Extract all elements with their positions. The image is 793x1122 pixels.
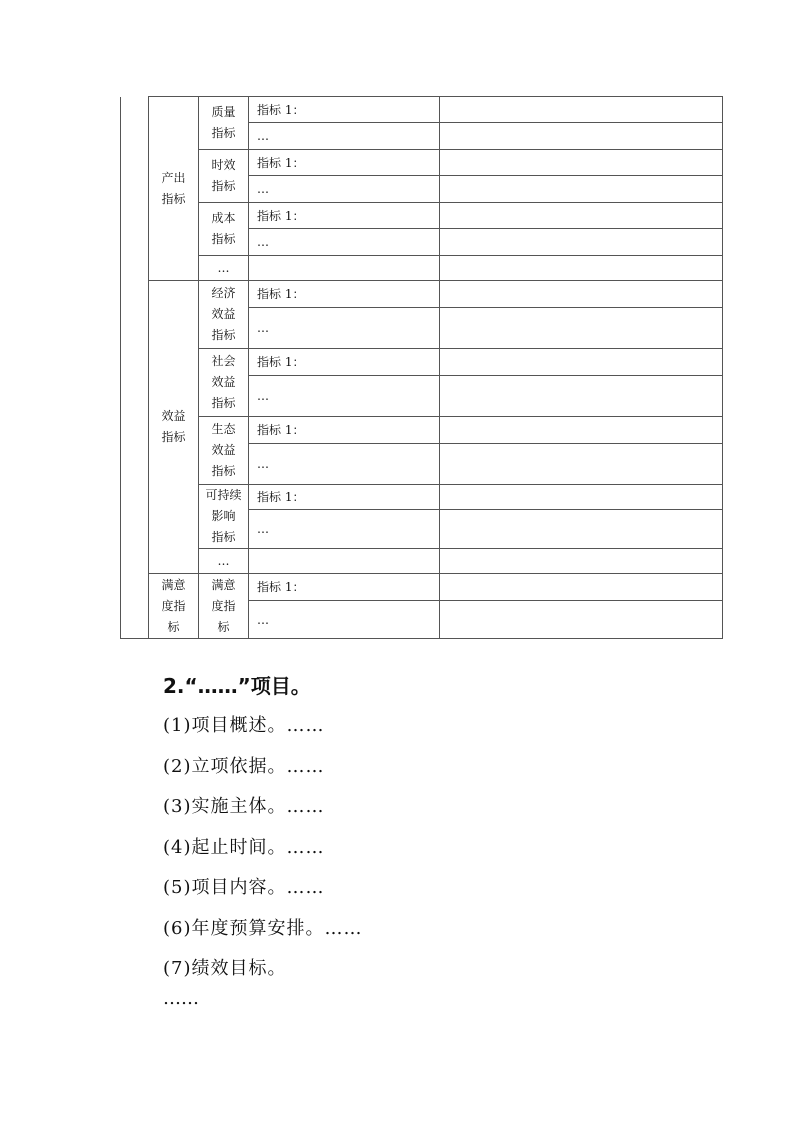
value-cell — [440, 349, 723, 376]
indicator-cell: … — [249, 176, 440, 203]
value-cell — [440, 510, 723, 549]
value-cell — [440, 123, 723, 150]
value-cell — [440, 485, 723, 510]
list-item: (7)绩效目标。 — [163, 958, 287, 979]
value-cell — [440, 97, 723, 123]
performance-indicator-table — [120, 96, 723, 639]
list-item: (2)立项依据。…… — [163, 755, 325, 777]
value-cell — [440, 574, 723, 601]
sub-quality: 质量 指标 — [199, 97, 249, 150]
sub-timeliness: 时效 指标 — [199, 150, 249, 203]
indicator-cell: 指标 1： — [249, 97, 440, 123]
section-heading: 2.“……”项目。 — [163, 674, 311, 698]
value-cell — [440, 281, 723, 308]
value-cell — [440, 417, 723, 444]
list-item: (1)项目概述。…… — [163, 715, 325, 736]
value-cell — [440, 176, 723, 203]
value-cell — [440, 376, 723, 417]
section-item-list — [163, 706, 363, 990]
indicator-cell: 指标 1： — [249, 150, 440, 176]
sub-social: 社会 效益 指标 — [199, 349, 249, 417]
list-item: (6)年度预算安排。…… — [163, 917, 363, 939]
indicator-cell: 指标 1： — [249, 417, 440, 444]
value-cell — [440, 549, 723, 574]
indicator-cell: … — [249, 510, 440, 549]
value-cell — [440, 150, 723, 176]
sub-more: … — [199, 549, 249, 574]
indicator-cell: … — [249, 376, 440, 417]
value-cell — [440, 203, 723, 229]
sub-more: … — [199, 256, 249, 281]
sub-satisfaction: 满意 度指 标 — [199, 574, 249, 639]
value-cell — [440, 256, 723, 281]
sub-ecological: 生态 效益 指标 — [199, 417, 249, 485]
indicator-cell: 指标 1： — [249, 203, 440, 229]
indicator-cell: … — [249, 444, 440, 485]
value-cell — [440, 444, 723, 485]
indicator-cell — [249, 549, 440, 574]
list-item: (4)起止时间。…… — [163, 836, 325, 858]
indicator-cell: 指标 1： — [249, 349, 440, 376]
outer-column — [121, 97, 149, 639]
sub-cost: 成本 指标 — [199, 203, 249, 256]
indicator-cell: … — [249, 308, 440, 349]
indicator-cell: 指标 1： — [249, 281, 440, 308]
indicator-cell — [249, 256, 440, 281]
indicator-cell: … — [249, 601, 440, 639]
category-satisfaction: 满意 度指 标 — [149, 574, 199, 639]
indicator-cell: … — [249, 229, 440, 256]
category-output: 产出 指标 — [149, 97, 199, 281]
value-cell — [440, 229, 723, 256]
indicator-cell: … — [249, 123, 440, 150]
trailing-ellipsis: …… — [163, 988, 199, 1009]
category-benefit: 效益 指标 — [149, 281, 199, 574]
value-cell — [440, 601, 723, 639]
sub-sustainable: 可持续 影响 指标 — [199, 485, 249, 549]
list-item: (5)项目内容。…… — [163, 877, 325, 898]
indicator-cell: 指标 1： — [249, 485, 440, 510]
value-cell — [440, 308, 723, 349]
sub-economic: 经济 效益 指标 — [199, 281, 249, 349]
list-item: (3)实施主体。…… — [163, 796, 325, 817]
indicator-cell: 指标 1： — [249, 574, 440, 601]
